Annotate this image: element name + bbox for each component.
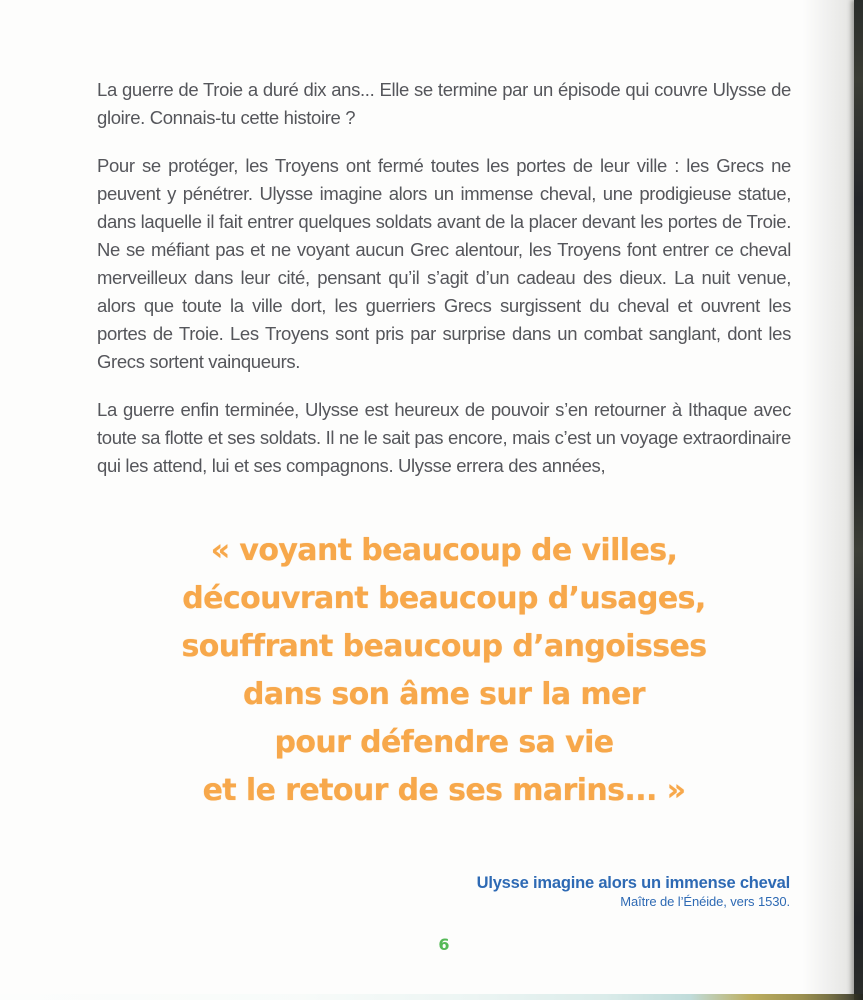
scan-book-edge — [854, 0, 863, 1000]
quote-line: pour défendre sa vie — [274, 725, 614, 760]
quote-line: et le retour de ses marins... » — [202, 773, 686, 808]
scan-next-page-edge — [0, 994, 863, 1000]
quote-line: dans son âme sur la mer — [243, 677, 645, 712]
page-number: 6 — [438, 935, 450, 954]
quote-line: « voyant beaucoup de villes, — [210, 533, 678, 568]
caption-title: Ulysse imagine alors un immense cheval — [476, 874, 790, 892]
paragraph-intro: La guerre de Troie a duré dix ans... Elle se termine par un épisode qui couvre Ulysse de gloire. Connais-tu cette histoire ? — [97, 79, 791, 128]
caption-credit: Maître de l’Énéide, vers 1530. — [620, 894, 790, 909]
illustration-caption — [477, 873, 790, 910]
paragraph-return-to-ithaque: La guerre enfin terminée, Ulysse est heureux de pouvoir s’en retourner à Ithaque avec toute sa flotte et ses soldats. Il ne le sait pas encore, mais c’est un voyage extraordinaire qui les attend, lui et ses compagnons. Ulysse errera des années, — [97, 399, 791, 476]
paragraph-trojan-horse: Pour se protéger, les Troyens ont fermé toutes les portes de leur ville : les Grecs ne peuvent y pénétrer. Ulysse imagine alors un immense cheval, une prodigieuse statue, dans laquelle il fait entrer quelques soldats avant de la placer devant les portes de Troie. Ne se méfiant pas et ne voyant aucun Grec alentour, les Troyens font entrer ce cheval merveilleux dans leur cité, pensant qu’il s’agit d’un cadeau des dieux. La nuit venue, alors que toute la ville dort, les guerriers Grecs surgissent du cheval et ouvrent les portes de Troie. Les Troyens sont pris par surprise dans un combat sanglant, dont les Grecs sortent vainqueurs. — [97, 155, 791, 372]
body-text-column — [97, 76, 791, 500]
quote-line: souffrant beaucoup d’angoisses — [181, 629, 707, 664]
homer-quote-block — [97, 527, 791, 815]
quote-line: découvrant beaucoup d’usages, — [182, 581, 706, 616]
